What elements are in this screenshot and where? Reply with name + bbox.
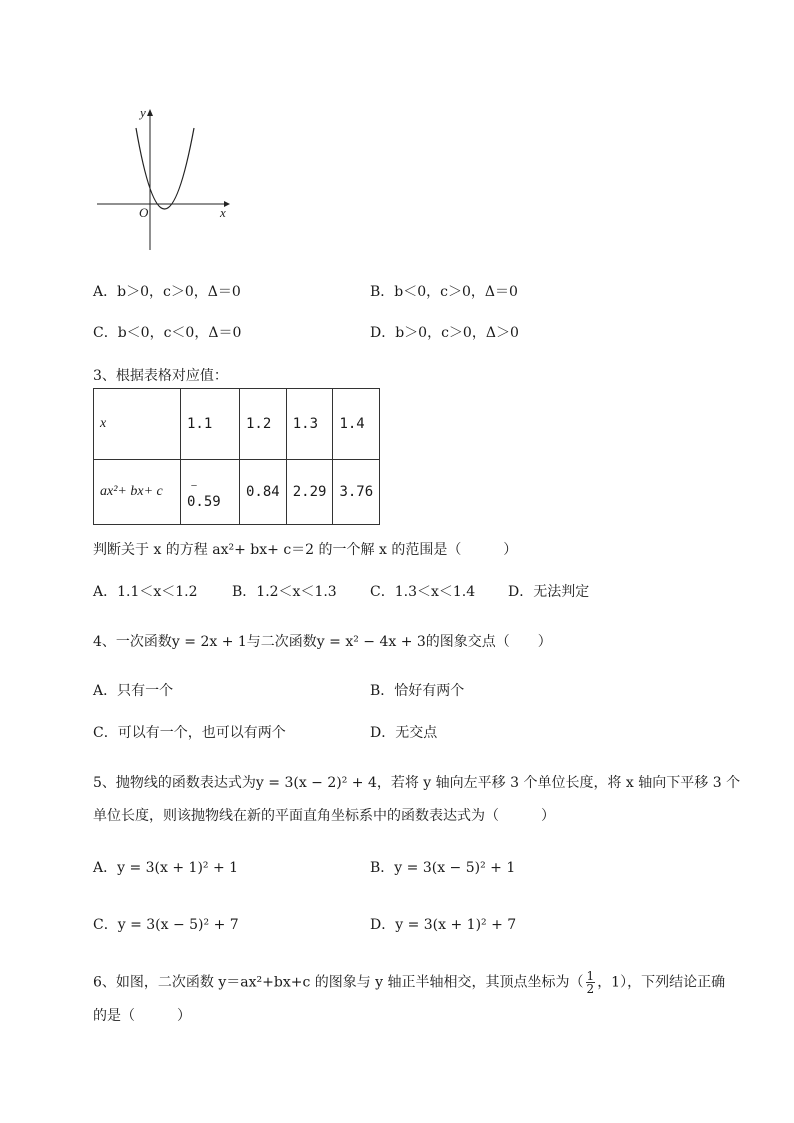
table-row	[94, 460, 380, 525]
q6-stem-line1	[93, 970, 725, 995]
q4-option-d[interactable]: D．无交点	[370, 725, 438, 741]
table-cell: 3.76	[333, 460, 380, 525]
q3-option-d[interactable]: D．无法判定	[508, 584, 590, 600]
q5-stem-line1: 5、抛物线的函数表达式为y = 3(x − 2)² + 4，若将 y 轴向左平移 3 个单位长度，将 x 轴向下平移 3 个	[93, 775, 741, 791]
table-cell: 1.2	[240, 389, 287, 460]
q2-option-d[interactable]: D．b＞0，c＞0，Δ＞0	[370, 325, 519, 341]
table-cell: 1.4	[333, 389, 380, 460]
q5-option-c[interactable]: C．y = 3(x − 5)² + 7	[93, 917, 239, 933]
x-axis-label: x	[220, 205, 226, 220]
value-table	[93, 388, 380, 525]
q5-stem-line2: 单位长度，则该抛物线在新的平面直角坐标系中的函数表达式为（ ）	[93, 808, 555, 824]
fraction-numerator: 1	[586, 969, 595, 983]
q3-title: 3、根据表格对应值：	[93, 368, 228, 384]
table-cell: ﹣0.59	[181, 460, 240, 525]
q4-option-b[interactable]: B．恰好有两个	[370, 683, 465, 699]
q4-stem: 4、一次函数y = 2x + 1与二次函数y = x² − 4x + 3的图象交点（ ）	[93, 634, 552, 650]
vertex-fraction	[586, 970, 596, 995]
q2-option-a[interactable]: A．b＞0，c＞0，Δ＝0	[93, 284, 241, 300]
q5-option-d[interactable]: D．y = 3(x + 1)² + 7	[370, 917, 517, 933]
table-cell: 1.1	[181, 389, 240, 460]
q4-option-a[interactable]: A．只有一个	[93, 683, 174, 699]
q3-option-c[interactable]: C．1.3＜x＜1.4	[370, 584, 476, 600]
table-cell: 2.29	[286, 460, 333, 525]
table-head-expression	[94, 460, 181, 525]
table-head-expression-text: ax²+ bx+ c	[100, 484, 163, 499]
q6-stem-part2: ，1），下列结论正确	[597, 974, 726, 991]
fraction-denominator: 2	[586, 982, 595, 996]
q4-option-c[interactable]: C．可以有一个，也可以有两个	[93, 725, 286, 741]
q5-option-a[interactable]: A．y = 3(x + 1)² + 1	[93, 860, 239, 876]
table-cell: 0.84	[240, 460, 287, 525]
q2-option-b[interactable]: B．b＜0，c＞0，Δ＝0	[370, 284, 518, 300]
q6-stem-line2: 的是（ ）	[93, 1008, 191, 1024]
q3-option-a[interactable]: A．1.1＜x＜1.2	[93, 584, 198, 600]
q5-option-b[interactable]: B．y = 3(x − 5)² + 1	[370, 860, 516, 876]
q2-option-c[interactable]: C．b＜0，c＜0，Δ＝0	[93, 325, 242, 341]
table-head-x: x	[94, 389, 181, 460]
parabola-curve	[136, 128, 194, 209]
y-axis-arrow-icon	[147, 109, 153, 116]
y-axis-label: y	[140, 105, 146, 120]
table-row	[94, 389, 380, 460]
table-cell: 1.3	[286, 389, 333, 460]
q6-stem-part1: 6、如图，二次函数 y＝ax²+bx+c 的图象与 y 轴正半轴相交，其顶点坐标为（	[93, 974, 584, 991]
q3-prompt: 判断关于 x 的方程 ax²+ bx+ c＝2 的一个解 x 的范围是（ ）	[93, 542, 518, 558]
parabola-graph	[92, 100, 242, 255]
origin-label: O	[139, 205, 149, 220]
q3-option-b[interactable]: B．1.2＜x＜1.3	[232, 584, 337, 600]
